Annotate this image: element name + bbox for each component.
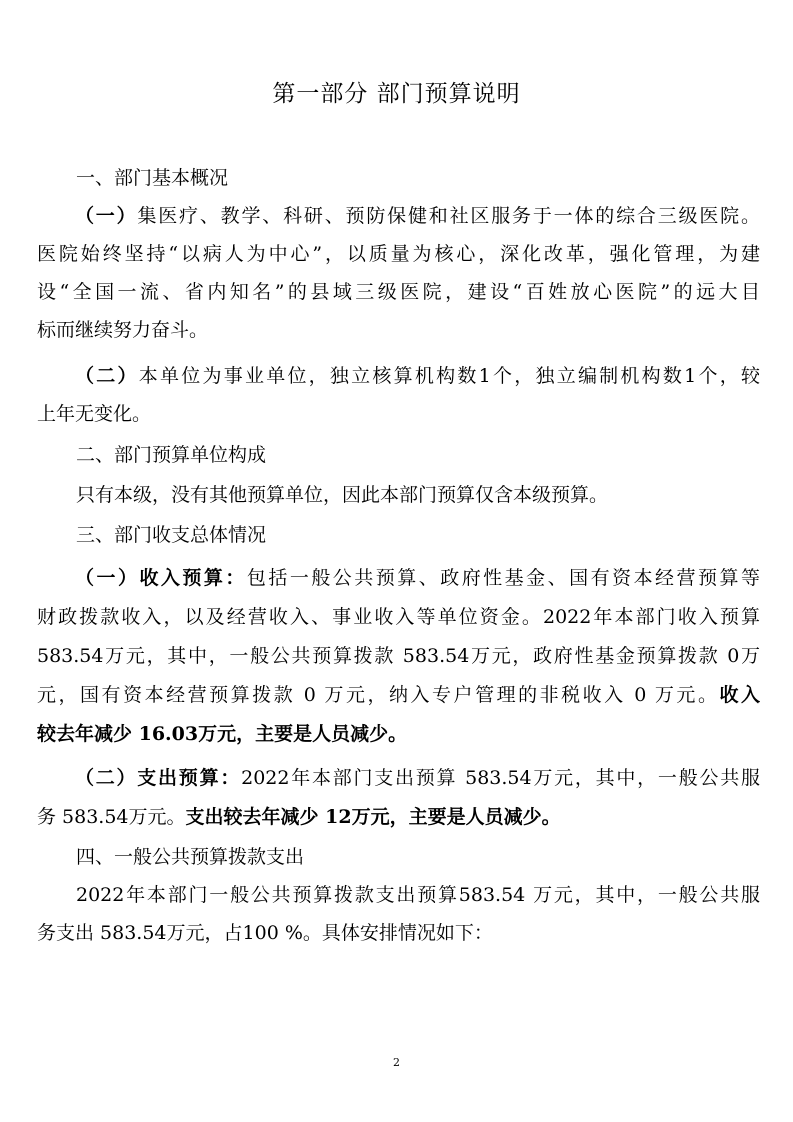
paragraph-text: 本单位为事业单位，独立核算机构数1个，独立编制机构数1个，较	[138, 365, 760, 387]
paragraph-bold-text: 支出较去年减少 12万元，主要是人员减少。	[185, 806, 561, 828]
paragraph-text: 集医疗、教学、科研、预防保健和社区服务于一体的综合三级医院。	[137, 205, 760, 227]
paragraph-text: 2022年本部门支出预算 583.54万元，其中，一般公共服	[241, 767, 760, 789]
paragraph-text: 务 583.54万元。	[37, 806, 186, 828]
paragraph-line	[37, 681, 760, 709]
paragraph-line	[37, 362, 760, 390]
paragraph-line: 医院始终坚持“以病人为中心”，以质量为核心，深化改革，强化管理，为建	[37, 243, 760, 265]
paragraph-line: 财政拨款收入，以及经营收入、事业收入等单位资金。2022年本部门收入预算	[37, 606, 760, 628]
page-number: 2	[393, 1056, 400, 1069]
paragraph-line	[37, 202, 760, 230]
section-heading-totals: 三、部门收支总体情况	[76, 524, 267, 546]
paragraph-text: 包括一般公共预算、政府性基金、国有资本经营预算等	[246, 567, 760, 589]
page-title: 第一部分 部门预算说明	[272, 81, 521, 107]
paragraph-lead: （一）收入预算：	[75, 567, 247, 589]
paragraph-lead: （二）	[75, 365, 139, 387]
paragraph-line: 标而继续努力奋斗。	[37, 319, 209, 341]
paragraph-text: 元，国有资本经营预算拨款 0 万元，纳入专户管理的非税收入 0 万元。	[37, 684, 720, 706]
paragraph-lead: （一）	[75, 205, 138, 227]
paragraph-bold-text: 收入	[719, 684, 760, 706]
paragraph-bold-line: 较去年减少 16.03万元，主要是人员减少。	[37, 723, 408, 745]
paragraph-line: 583.54万元，其中，一般公共预算拨款 583.54万元，政府性基金预算拨款 0万	[37, 645, 760, 667]
section-heading-general-budget: 四、一般公共预算拨款支出	[76, 846, 305, 868]
paragraph-line	[37, 764, 760, 792]
paragraph-line: 只有本级，没有其他预算单位，因此本部门预算仅含本级预算。	[76, 484, 609, 506]
paragraph-line	[37, 564, 760, 592]
paragraph-line	[37, 803, 561, 831]
paragraph-line: 务支出 583.54万元，占100 %。具体安排情况如下：	[37, 922, 493, 944]
section-heading-overview: 一、部门基本概况	[76, 167, 229, 189]
paragraph-line: 上年无变化。	[37, 403, 152, 425]
paragraph-line: 设“全国一流、省内知名”的县域三级医院，建设“百姓放心医院”的远大目	[37, 281, 760, 303]
paragraph-line: 2022年本部门一般公共预算拨款支出预算583.54 万元，其中，一般公共服	[76, 884, 760, 906]
paragraph-lead: （二）支出预算：	[75, 767, 242, 789]
section-heading-units: 二、部门预算单位构成	[76, 444, 267, 466]
